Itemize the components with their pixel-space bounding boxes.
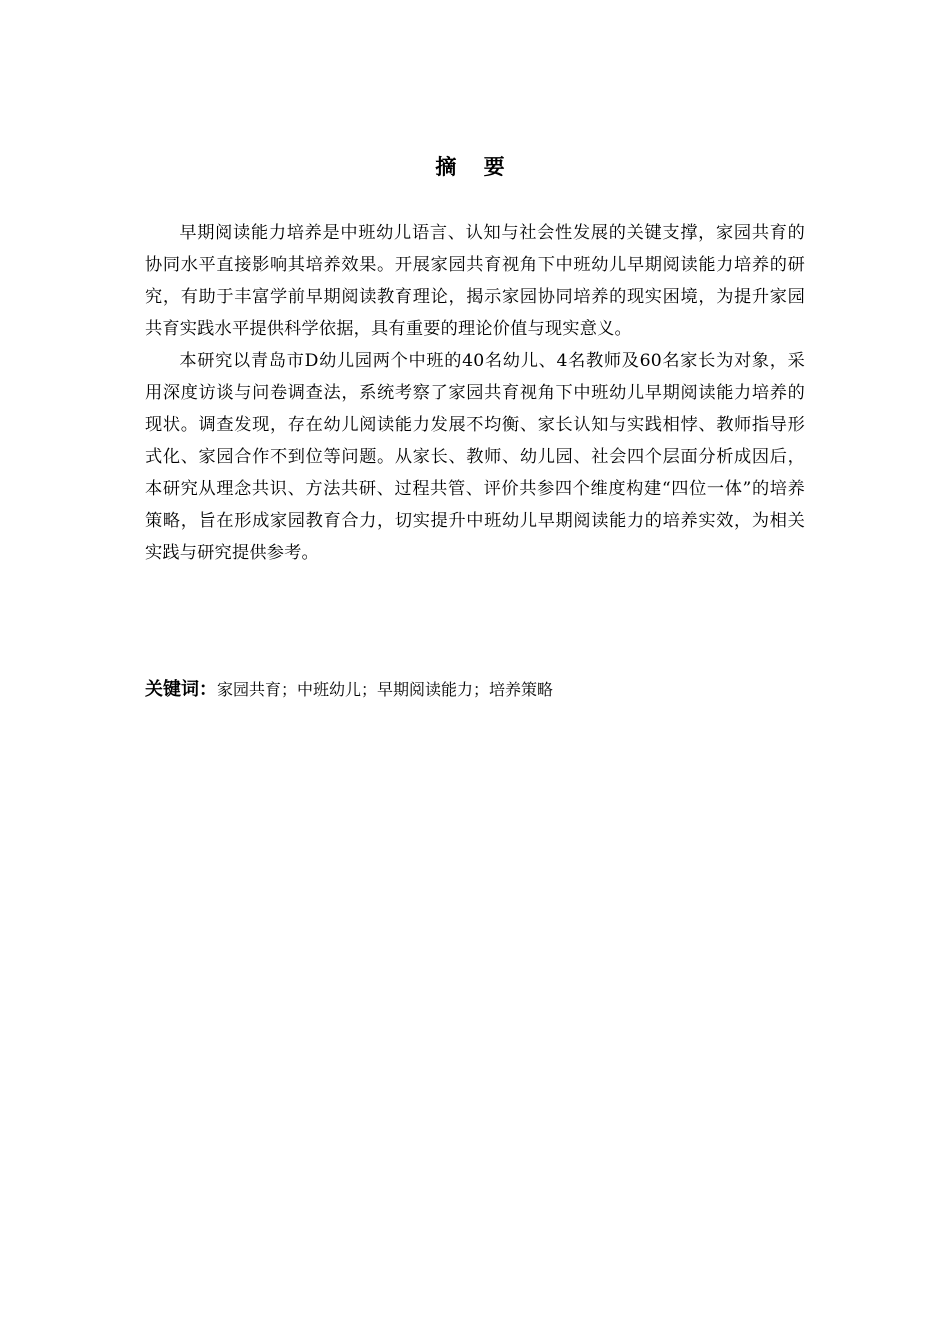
abstract-body	[145, 217, 805, 569]
abstract-paragraph-1: 早期阅读能力培养是中班幼儿语言、认知与社会性发展的关键支撑，家园共育的协同水平直接影响其培养效果。开展家园共育视角下中班幼儿早期阅读能力培养的研究，有助于丰富学前早期阅读教育理论，揭示家园协同培养的现实困境，为提升家园共育实践水平提供科学依据，具有重要的理论价值与现实意义。	[145, 223, 805, 339]
abstract-paragraph-2: 本研究以青岛市D幼儿园两个中班的40名幼儿、4名教师及60名家长为对象，采用深度访谈与问卷调查法，系统考察了家园共育视角下中班幼儿早期阅读能力培养的现状。调查发现，存在幼儿阅读能力发展不均衡、家长认知与实践相悖、教师指导形式化、家园合作不到位等问题。从家长、教师、幼儿园、社会四个层面分析成因后，本研究从理念共识、方法共研、过程共管、评价共参四个维度构建“四位一体”的培养策略，旨在形成家园教育合力，切实提升中班幼儿早期阅读能力的培养实效，为相关实践与研究提供参考。	[145, 351, 805, 563]
keywords-line	[145, 674, 805, 706]
keywords-label: 关键词：	[145, 679, 217, 700]
keywords-values: 家园共育；中班幼儿；早期阅读能力；培养策略	[217, 680, 554, 699]
abstract-title: 摘 要	[435, 155, 515, 179]
